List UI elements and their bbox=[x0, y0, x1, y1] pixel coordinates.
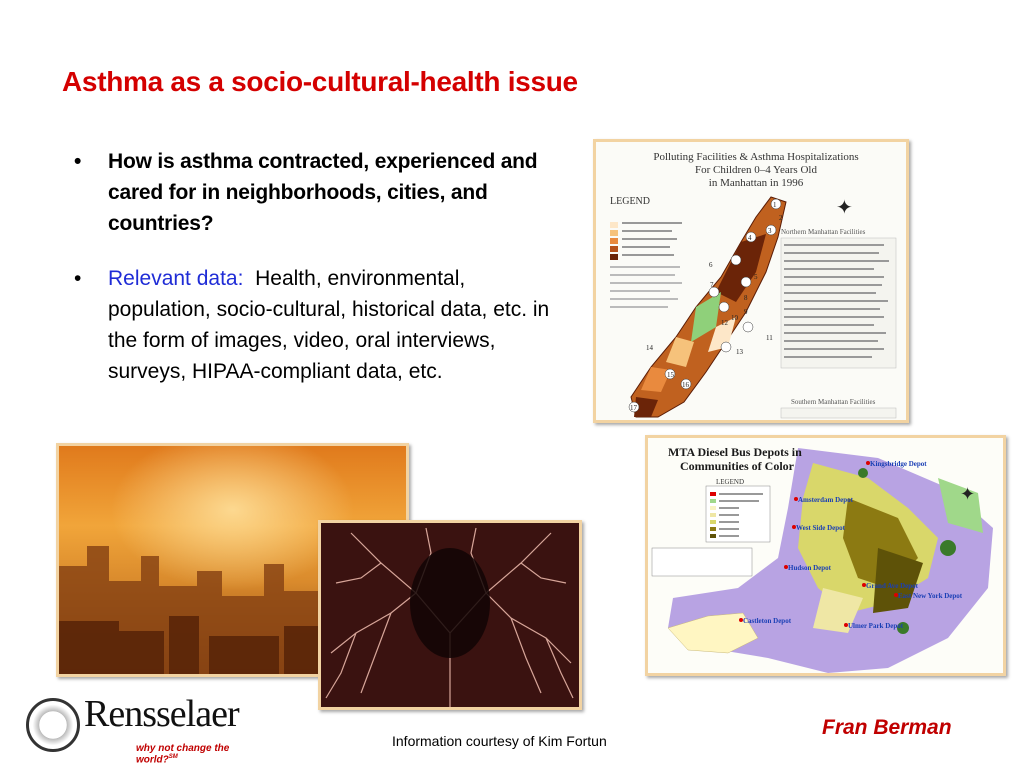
svg-text:10: 10 bbox=[731, 314, 738, 322]
bullet-list bbox=[74, 146, 554, 387]
bus-depot-map bbox=[645, 435, 1006, 676]
facility-table-north bbox=[781, 238, 896, 368]
svg-text:17: 17 bbox=[630, 404, 637, 412]
manhattan-asthma-map bbox=[593, 139, 909, 423]
communities-note-box bbox=[652, 548, 752, 576]
bullet-glyph: • bbox=[74, 267, 82, 290]
svg-text:8: 8 bbox=[744, 294, 748, 302]
bus-depot-map-graphic bbox=[648, 438, 1003, 673]
northern-facilities-label: Northern Manhattan Facilities bbox=[781, 228, 866, 236]
bronchial-tree-graphic bbox=[321, 523, 579, 707]
logo-wordmark: Rensselaer bbox=[84, 693, 239, 735]
rensselaer-seal-icon bbox=[26, 698, 80, 752]
svg-text:6: 6 bbox=[709, 261, 713, 269]
legend-label: LEGEND bbox=[610, 196, 650, 207]
logo-tagline-text: why not change the world? bbox=[136, 743, 230, 766]
svg-text:4: 4 bbox=[748, 234, 752, 242]
southern-facilities-label: Southern Manhattan Facilities bbox=[791, 398, 876, 406]
compass-rose-icon: ✦ bbox=[836, 197, 853, 219]
svg-text:13: 13 bbox=[736, 348, 743, 356]
bus-legend-box bbox=[706, 486, 770, 542]
svg-text:5: 5 bbox=[754, 273, 758, 281]
svg-text:West Side Depot: West Side Depot bbox=[796, 524, 845, 532]
compass-rose-icon: ✦ bbox=[960, 484, 976, 504]
svg-text:East New York Depot: East New York Depot bbox=[898, 592, 963, 600]
bullet-item-question bbox=[74, 146, 548, 239]
svg-text:14: 14 bbox=[646, 344, 653, 352]
bullet-item-relevant-data bbox=[74, 263, 554, 387]
bronchial-tree-image bbox=[318, 520, 582, 710]
slide-title: Asthma as a socio-cultural-health issue bbox=[62, 66, 578, 97]
facility-table-south bbox=[781, 408, 896, 418]
svg-text:12: 12 bbox=[721, 319, 728, 327]
bullet-text: Health, environmental, population, socio-cultural, historical data, etc. in the form of images, video, oral interviews, surveys, HIPAA-compliant data, etc. bbox=[108, 267, 550, 383]
manhattan-map-graphic bbox=[596, 142, 906, 420]
image-credit: Information courtesy of Kim Fortun bbox=[392, 733, 607, 749]
svg-text:3: 3 bbox=[768, 227, 772, 235]
svg-text:1: 1 bbox=[773, 201, 777, 209]
svg-text:Ulmer Park Depot: Ulmer Park Depot bbox=[848, 622, 904, 630]
logo-tagline bbox=[136, 743, 246, 765]
svg-text:11: 11 bbox=[766, 334, 773, 342]
svg-text:Amsterdam Depot: Amsterdam Depot bbox=[798, 496, 854, 504]
bullet-text: How is asthma contracted, experienced and cared for in neighborhoods, cities, and countries? bbox=[108, 150, 538, 235]
bus-legend-label: LEGEND bbox=[716, 478, 744, 486]
svg-text:Castleton Depot: Castleton Depot bbox=[743, 617, 792, 625]
svg-text:15: 15 bbox=[667, 371, 674, 379]
svg-text:Hudson Depot: Hudson Depot bbox=[788, 564, 831, 572]
svg-text:Grand Ave Depot: Grand Ave Depot bbox=[866, 582, 918, 590]
svg-text:2: 2 bbox=[779, 214, 783, 222]
airway-shadow bbox=[410, 548, 490, 658]
svg-text:Kingsbridge Depot: Kingsbridge Depot bbox=[870, 460, 927, 468]
svg-text:7: 7 bbox=[710, 281, 714, 289]
bus-map-title-line-2: Communities of Color bbox=[680, 459, 794, 473]
service-mark: SM bbox=[168, 754, 178, 760]
author-name: Fran Berman bbox=[822, 716, 952, 739]
bullet-glyph: • bbox=[74, 150, 82, 173]
svg-text:9: 9 bbox=[744, 308, 748, 316]
rensselaer-logo bbox=[26, 688, 246, 764]
map-title-line-1: Polluting Facilities & Asthma Hospitalizations bbox=[653, 151, 859, 163]
map-title-line-3: in Manhattan in 1996 bbox=[708, 177, 804, 189]
bullet-lead: Relevant data: bbox=[108, 267, 244, 290]
map-title-line-2: For Children 0–4 Years Old bbox=[695, 164, 817, 176]
bus-map-title-line-1: MTA Diesel Bus Depots in bbox=[668, 445, 802, 459]
svg-text:16: 16 bbox=[682, 381, 689, 389]
